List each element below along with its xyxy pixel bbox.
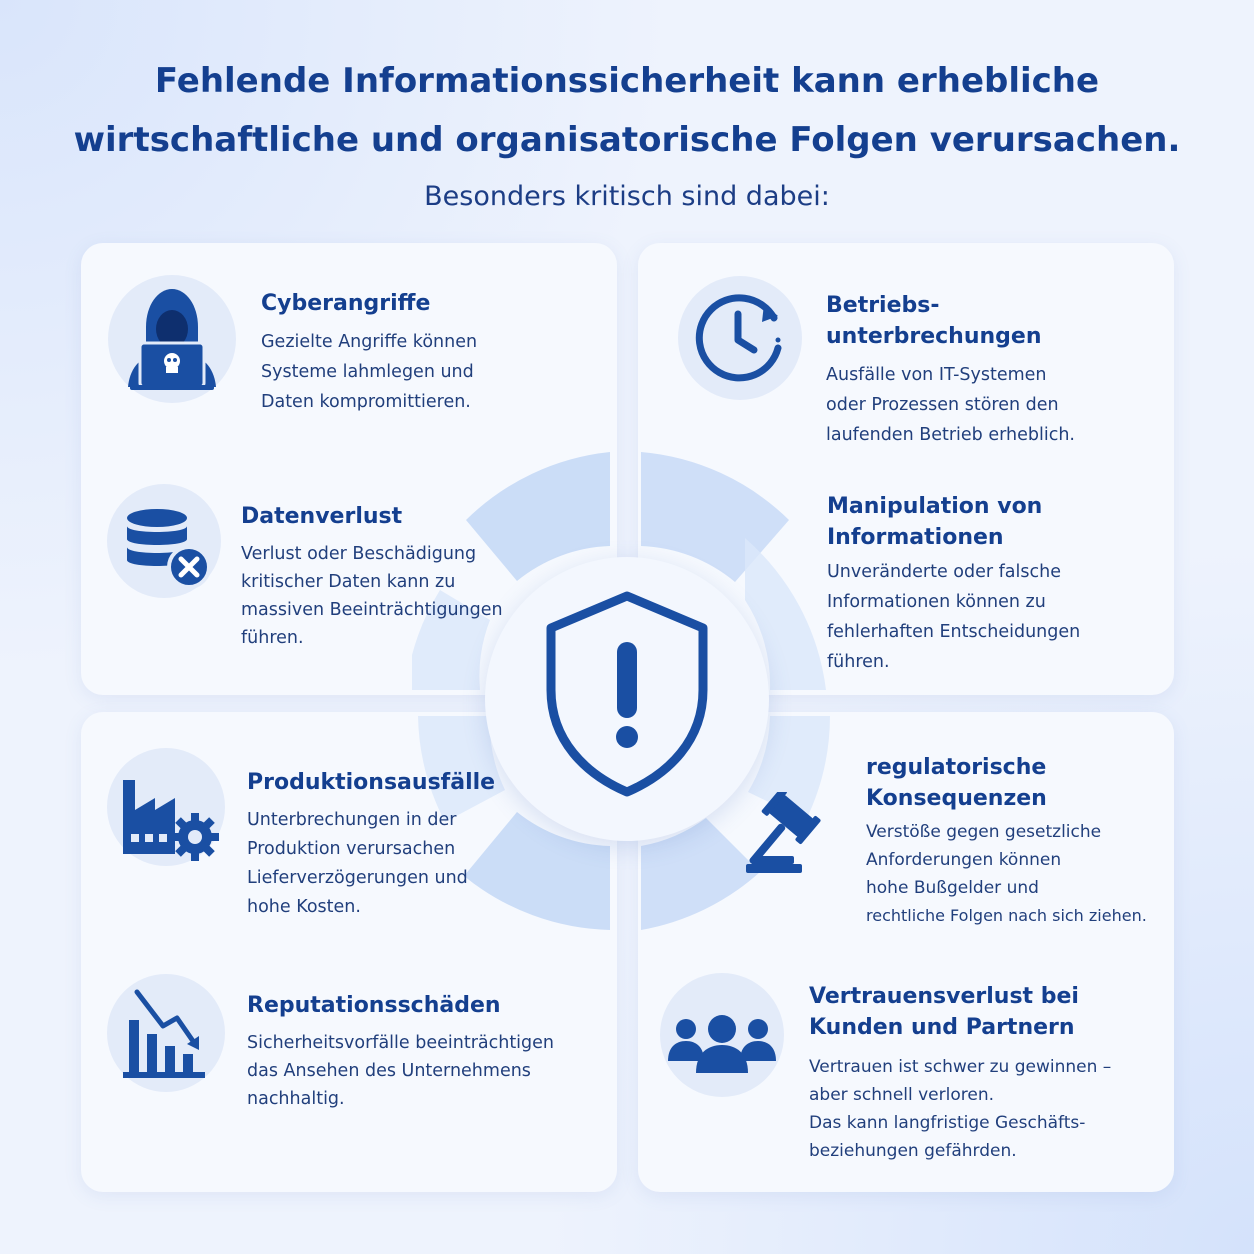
item-description (826, 360, 1075, 450)
item-title: Reputationsschäden (247, 993, 501, 1018)
desc-line: hohe Kosten. (247, 897, 361, 917)
item-datenverlust (241, 501, 503, 652)
title-line: unterbrechungen (826, 324, 1042, 349)
title-line: Manipulation von (827, 494, 1043, 519)
item-description (827, 557, 1080, 677)
title-line: Konsequenzen (866, 786, 1047, 811)
title-line-1: Fehlende Informationssicherheit kann erhebliche (154, 61, 1100, 101)
desc-line: beziehungen gefährden. (809, 1141, 1017, 1161)
desc-line: Verstöße gegen gesetzliche (866, 822, 1102, 842)
shield-exclamation-icon (543, 590, 711, 800)
item-description (809, 1053, 1111, 1165)
desc-line: nachhaltig. (247, 1089, 345, 1109)
desc-line: kritischer Daten kann zu (241, 572, 456, 592)
desc-line: Sicherheitsvorfälle beeinträchtigen (247, 1033, 555, 1053)
desc-line: Unveränderte oder falsche (827, 562, 1061, 582)
hacker-laptop-icon (108, 275, 236, 403)
desc-line: Ausfälle von IT-Systemen (826, 365, 1047, 385)
factory-gear-icon (107, 748, 225, 866)
title-line: Vertrauensverlust bei (809, 984, 1079, 1009)
item-title (826, 290, 1075, 352)
item-title: Datenverlust (241, 504, 403, 529)
desc-line: rechtliche Folgen nach sich ziehen. (866, 906, 1147, 925)
desc-line: Daten kompromittieren. (261, 392, 471, 412)
item-manipulation (827, 491, 1080, 677)
people-group-icon (660, 973, 784, 1097)
item-title (809, 981, 1111, 1043)
desc-line: fehlerhaften Entscheidungen (827, 622, 1081, 642)
item-description (866, 818, 1147, 930)
icon-circle-produktionsausfaelle (107, 748, 225, 866)
desc-line: Lieferverzögerungen und (247, 868, 468, 888)
desc-line: Unterbrechungen in der (247, 810, 457, 830)
item-description (241, 540, 503, 652)
desc-line: Verlust oder Beschädigung (241, 544, 477, 564)
item-description (247, 806, 495, 922)
title-line: Betriebs- (826, 293, 940, 318)
title-line: Kunden und Partnern (809, 1015, 1075, 1040)
clock-icon (678, 276, 802, 400)
desc-line: Vertrauen ist schwer zu gewinnen – (809, 1057, 1112, 1077)
desc-line: hohe Bußgelder und (866, 878, 1039, 898)
desc-line: oder Prozessen stören den (826, 395, 1059, 415)
icon-circle-cyberangriffe (108, 275, 236, 403)
desc-line: Produktion verursachen (247, 839, 456, 859)
item-vertrauensverlust (809, 981, 1111, 1165)
title-line-2: wirtschaftliche und organisatorische Folgen verursachen. (73, 120, 1181, 160)
gavel-icon (742, 792, 842, 876)
item-title: Produktionsausfälle (247, 770, 496, 795)
desc-line: Systeme lahmlegen und (261, 362, 474, 382)
item-cyberangriffe (261, 288, 477, 417)
page-subtitle: Besonders kritisch sind dabei: (424, 181, 830, 212)
desc-line: Anforderungen können (866, 850, 1062, 870)
title-line: regulatorische (866, 755, 1047, 780)
item-title (866, 752, 1147, 814)
desc-line: das Ansehen des Unternehmens (247, 1061, 531, 1081)
item-produktionsausfaelle (247, 767, 495, 922)
desc-line: massiven Beeinträchtigungen (241, 600, 503, 620)
title-line: Informationen (827, 525, 1004, 550)
desc-line: führen. (827, 652, 890, 672)
item-title (827, 491, 1080, 553)
item-regulatorische-konsequenzen (866, 752, 1147, 930)
declining-chart-icon (107, 974, 225, 1092)
icon-circle-reputationsschaeden (107, 974, 225, 1092)
desc-line: laufenden Betrieb erheblich. (826, 425, 1075, 445)
desc-line: Informationen können zu (827, 592, 1046, 612)
item-description (261, 327, 477, 417)
item-description (247, 1029, 554, 1113)
icon-circle-datenverlust (107, 484, 221, 598)
item-betriebsunterbrechungen (826, 290, 1075, 450)
database-error-icon (107, 484, 221, 598)
icon-circle-betriebsunterbrechungen (678, 276, 802, 400)
desc-line: Das kann langfristige Geschäfts- (809, 1113, 1086, 1133)
desc-line: führen. (241, 628, 304, 648)
icon-circle-vertrauensverlust (660, 973, 784, 1097)
desc-line: Gezielte Angriffe können (261, 332, 478, 352)
item-title: Cyberangriffe (261, 291, 431, 316)
desc-line: aber schnell verloren. (809, 1085, 995, 1105)
item-reputationsschaeden (247, 990, 554, 1113)
